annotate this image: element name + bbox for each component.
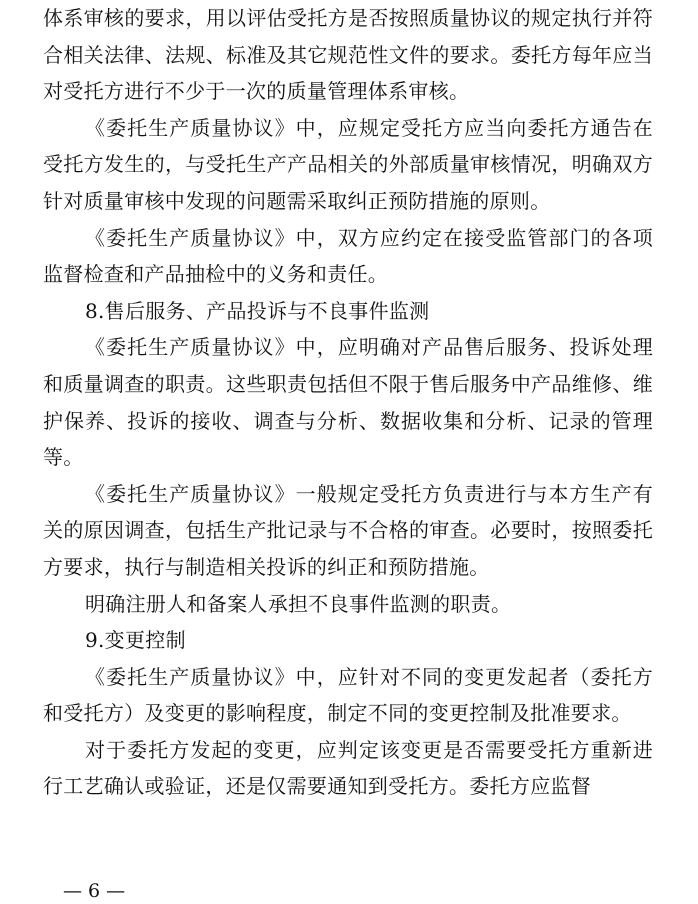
section-heading-9: 9.变更控制: [85, 628, 186, 653]
page-number: — 6 —: [63, 880, 126, 902]
paragraph-5: 《委托生产质量协议》中，应明确对产品售后服务、投诉处理和质量调查的职责。这些职责包括但不限于售后服务中产品维修、维护保养、投诉的接收、调查与分析、数据收集和分析、记录的管理等。: [43, 335, 653, 470]
section-heading-8: 8.售后服务、产品投诉与不良事件监测: [85, 298, 430, 323]
paragraph-1: 体系审核的要求，用以评估受托方是否按照质量协议的规定执行并符合相关法律、法规、标准及其它规范性文件的要求。委托方每年应当对受托方进行不少于一次的质量管理体系审核。: [43, 6, 653, 104]
paragraph-6: 《委托生产质量协议》一般规定受托方负责进行与本方生产有关的原因调查，包括生产批记录与不合格的审查。必要时，按照委托方要求，执行与制造相关投诉的纠正和预防措施。: [43, 481, 653, 579]
document-body: [43, 0, 653, 805]
paragraph-9: 《委托生产质量协议》中，应针对不同的变更发起者（委托方和受托方）及变更的影响程度，制定不同的变更控制及批准要求。: [43, 664, 653, 726]
paragraph-10: 对于委托方发起的变更，应判定该变更是否需要受托方重新进行工艺确认或验证，还是仅需要通知到受托方。委托方应监督: [43, 737, 653, 799]
paragraph-3: 《委托生产质量协议》中，双方应约定在接受监管部门的各项监督检查和产品抽检中的义务和责任。: [43, 225, 653, 287]
paragraph-7: 明确注册人和备案人承担不良事件监测的职责。: [85, 591, 512, 616]
paragraph-2: 《委托生产质量协议》中，应规定受托方应当向委托方通告在受托方发生的，与受托生产产品相关的外部质量审核情况，明确双方针对质量审核中发现的问题需采取纠正预防措施的原则。: [43, 115, 653, 213]
